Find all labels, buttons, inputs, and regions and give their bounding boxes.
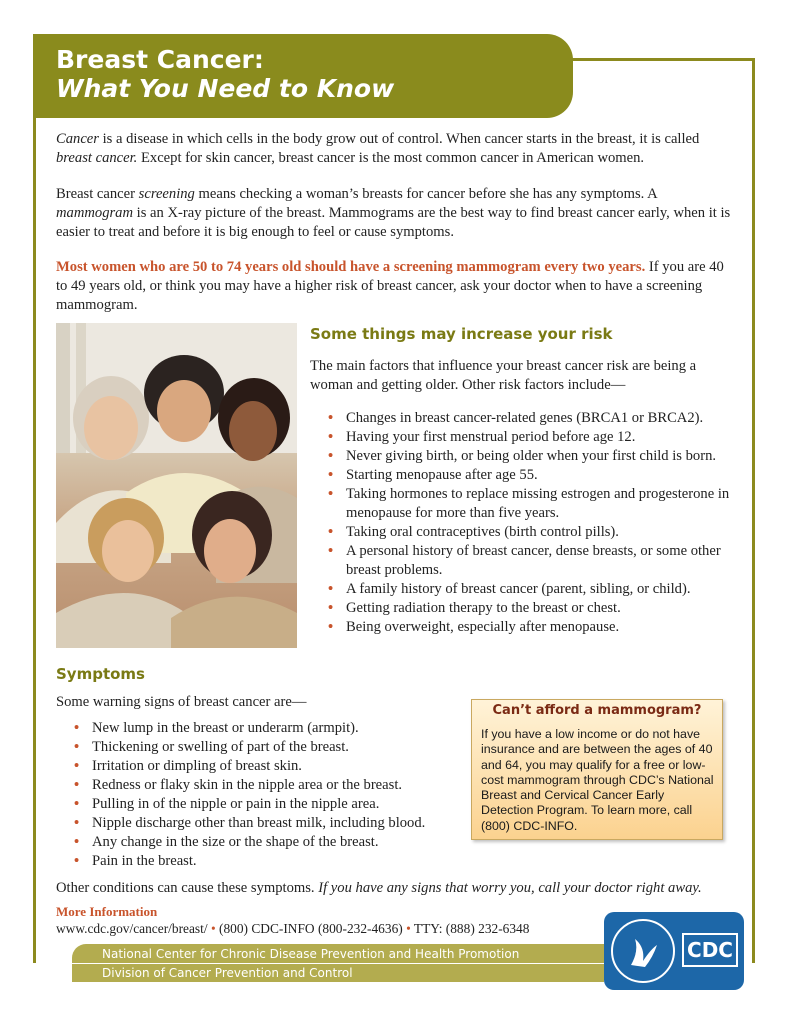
symptom-item: • Thickening or swelling of part of the breast. bbox=[72, 738, 472, 757]
hhs-seal-icon bbox=[611, 919, 675, 983]
logo-area bbox=[604, 912, 744, 990]
symptoms-intro: Some warning signs of breast cancer are— bbox=[56, 694, 307, 710]
risk-factor-item: • Getting radiation therapy to the breast or chest. bbox=[326, 599, 751, 618]
intro-paragraph-recommendation bbox=[56, 258, 736, 315]
footer-division-name: Division of Cancer Prevention and Control bbox=[102, 966, 353, 980]
symptom-item: • Redness or flaky skin in the nipple area or the breast. bbox=[72, 776, 472, 795]
callout-body: If you have a low income or do not have insurance and are between the ages of 40 and 64, you may qualify for a free or low-cost mammogram through CDC’s National Breast and Cervical Cancer Early Detection Program. To learn more, call (800) CDC-INFO. bbox=[481, 727, 714, 833]
risk-heading: Some things may increase your risk bbox=[310, 325, 613, 343]
risk-factor-item: • A personal history of breast cancer, dense breasts, or some other breast problems. bbox=[326, 542, 751, 580]
p2-run: means checking a woman’s breasts for cancer before she has any symptoms. A bbox=[194, 186, 657, 202]
cdc-logo: CDC bbox=[682, 933, 738, 967]
symptom-item: • Irritation or dimpling of breast skin. bbox=[72, 757, 472, 776]
more-info-phone: (800) CDC-INFO (800-232-4636) bbox=[219, 921, 403, 936]
risk-factor-item: • Starting menopause after age 55. bbox=[326, 466, 751, 485]
p2-run: mammogram bbox=[56, 205, 134, 221]
p2-run: screening bbox=[138, 186, 195, 202]
symptom-item: • New lump in the breast or underarm (armpit). bbox=[72, 719, 472, 738]
more-info-line bbox=[56, 921, 529, 937]
symptoms-heading: Symptoms bbox=[56, 665, 145, 683]
hhs-eagle-icon bbox=[613, 921, 673, 981]
more-info-separator-2: • bbox=[406, 921, 411, 936]
more-info-tty: TTY: (888) 232-6348 bbox=[413, 921, 530, 936]
p2-run: is an X-ray picture of the breast. Mammograms are the best way to find breast cancer early, when it is easier to treat and before it is big enough to feel or cause symptoms. bbox=[56, 205, 731, 240]
symptom-item: • Pulling in of the nipple or pain in the nipple area. bbox=[72, 795, 472, 814]
title-line-2: What You Need to Know bbox=[56, 74, 395, 103]
photo-illustration bbox=[56, 323, 297, 648]
risk-factor-item: • Being overweight, especially after menopause. bbox=[326, 618, 751, 637]
p3-run: If you are 40 to 49 years old, or think you may have a higher risk of breast cancer, ask your doctor when to have a screening mammogram. bbox=[56, 259, 724, 313]
more-info-separator-1: • bbox=[210, 921, 216, 936]
risk-factor-item: • Having your first menstrual period before age 12. bbox=[326, 428, 751, 447]
more-info-label: More Information bbox=[56, 904, 158, 919]
mammogram-callout-box bbox=[471, 699, 723, 840]
callout-title: Can’t afford a mammogram? bbox=[492, 703, 702, 718]
risk-factor-item: • A family history of breast cancer (parent, sibling, or child). bbox=[326, 580, 751, 599]
p1-run: breast cancer. bbox=[56, 150, 138, 166]
p1-run: is a disease in which cells in the body grow out of control. When cancer starts in the breast, it is called bbox=[98, 131, 700, 147]
risk-factor-item: • Taking hormones to replace missing estrogen and progesterone in menopause for more than five years. bbox=[326, 485, 751, 523]
symptom-list bbox=[72, 719, 472, 871]
title-banner bbox=[33, 34, 573, 118]
risk-factor-item: • Never giving birth, or being older when your first child is born. bbox=[326, 447, 751, 466]
risk-factor-item: • Taking oral contraceptives (birth control pills). bbox=[326, 523, 751, 542]
intro-paragraph-screening bbox=[56, 185, 736, 242]
p1-run: Cancer bbox=[56, 131, 99, 147]
more-info-url[interactable]: www.cdc.gov/cancer/breast/ bbox=[56, 921, 208, 936]
intro-paragraph-cancer bbox=[56, 130, 736, 168]
symptom-item: • Nipple discharge other than breast milk, including blood. bbox=[72, 814, 472, 833]
symptoms-closing bbox=[56, 879, 736, 898]
title-line-1: Breast Cancer: bbox=[56, 45, 264, 74]
footer-center-name: National Center for Chronic Disease Prevention and Health Promotion bbox=[102, 947, 520, 961]
risk-factor-item: • Changes in breast cancer-related genes (BRCA1 or BRCA2). bbox=[326, 409, 751, 428]
risk-intro: The main factors that influence your breast cancer risk are being a woman and getting older. Other risk factors include— bbox=[310, 358, 697, 393]
symptoms-closing-plain: Other conditions can cause these symptoms. bbox=[56, 880, 319, 896]
p2-run: Breast cancer bbox=[56, 186, 139, 202]
women-group-photo bbox=[56, 323, 297, 648]
p3-run: Most women who are 50 to 74 years old should have a screening mammogram every two years. bbox=[56, 259, 646, 275]
p1-run: Except for skin cancer, breast cancer is the most common cancer in American women. bbox=[137, 150, 645, 166]
symptom-item: • Any change in the size or the shape of the breast. bbox=[72, 833, 472, 852]
footer-divider bbox=[72, 963, 604, 964]
symptoms-closing-italic: If you have any signs that worry you, call your doctor right away. bbox=[318, 880, 702, 896]
symptom-item: • Pain in the breast. bbox=[72, 852, 472, 871]
risk-factor-list bbox=[326, 409, 751, 637]
footer-bar bbox=[72, 944, 604, 982]
